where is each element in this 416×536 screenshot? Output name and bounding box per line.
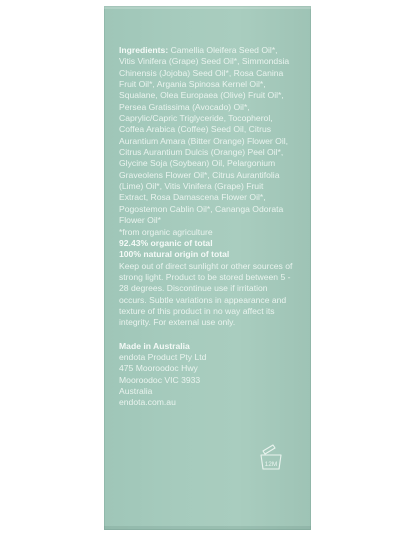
care-instructions: Keep out of direct sunlight or other sources of strong light. Product to be stored between 5 - 28 degrees. Discontinue use if irritation occurs. Subtle variations in appearance and texture of this product in no way affect its integrity. For external use only. (119, 260, 293, 328)
address-line: Mooroodoc VIC 3933 (119, 374, 201, 385)
made-in-label: Made in Australia (119, 340, 190, 351)
address-line: 475 Mooroodoc Hwy (119, 363, 198, 374)
product-box-side-panel (104, 6, 311, 530)
pao-label: 12M (264, 461, 278, 468)
natural-claim: 100% natural origin of total (119, 249, 230, 260)
ingredients-list: Camellia Oleifera Seed Oil*, Vitis Vinifera (Grape) Seed Oil*, Simmondsia Chinensis (Jojoba) Seed Oil*, Rosa Canina Fruit Oil*, Argania Spinosa Kernel Oil*, Squalane, Olea Europaea (Olive) Fruit Oil*, Persea Gratissima (Avocado) Oil*, Caprylic/Capric Triglyceride, Tocopherol, Coffea Arabica (Coffee) Seed Oil, Citrus Aurantium Amara (Bitter Orange) Flower Oil, Citrus Aurantium Dulcis (Orange) Peel Oil*, Glycine Soja (Soybean) Oil, Pelargonium Graveolens Flower Oil*, Citrus Aurantifolia (Lime) Oil*, Vitis Vinifera (Grape) Fruit Extract, Rosa Damascena Flower Oil*, Pogostemon Cablin Oil*, Cananga Odorata Flower Oil* (119, 45, 290, 226)
ingredients-paragraph (119, 45, 294, 227)
label-text-column (119, 45, 294, 409)
website-text: endota.com.au (119, 397, 176, 408)
pao-jar-icon (257, 442, 285, 472)
ingredients-heading: Ingredients: (119, 45, 169, 55)
address-line: endota Product Pty Ltd (119, 351, 207, 362)
manufacturer-block (119, 341, 294, 409)
organic-claim: 92.43% organic of total (119, 237, 213, 248)
organic-footnote: *from organic agriculture (119, 226, 213, 237)
address-line: Australia (119, 385, 153, 396)
